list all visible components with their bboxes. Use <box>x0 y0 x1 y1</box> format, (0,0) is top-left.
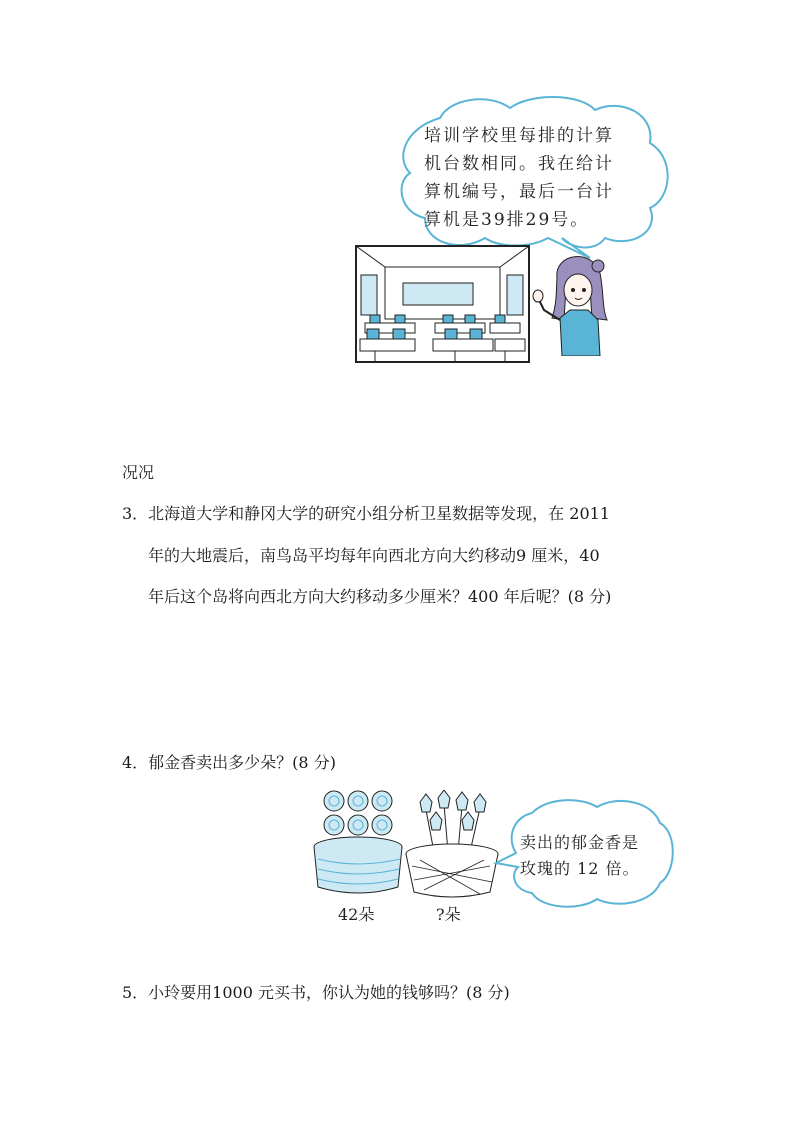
girl-illustration <box>532 248 617 356</box>
tulip-basket-illustration <box>404 790 500 898</box>
rose-basket-illustration <box>312 787 404 895</box>
speech-bubble-text <box>424 122 644 234</box>
tulip-count-label: ?朵 <box>436 905 461 924</box>
question-3-line-1: 3．北海道大学和静冈大学的研究小组分析卫星数据等发现，在 2011 <box>122 504 610 523</box>
bubble-line: 机台数相同。我在给计 <box>424 154 614 174</box>
speech-bubble-2-text <box>520 830 640 882</box>
question-3-line-2: 年的大地震后，南鸟岛平均每年向西北方向大约移动9 厘米，40 <box>148 546 600 565</box>
bubble-line: 算机是39排29号。 <box>424 210 590 230</box>
bubble-line: 玫瑰的 12 倍。 <box>520 859 640 878</box>
question-3-line-3: 年后这个岛将向西北方向大约移动多少厘米？400 年后呢？(8 分) <box>148 587 612 606</box>
bubble-line: 卖出的郁金香是 <box>520 833 640 852</box>
section-label: 况况 <box>122 463 155 482</box>
question-5-text: 5．小玲要用1000 元买书，你认为她的钱够吗？(8 分) <box>122 983 510 1002</box>
question-4-text: 4．郁金香卖出多少朵？(8 分) <box>122 753 336 772</box>
rose-count-label: 42朵 <box>338 905 375 924</box>
bubble-line: 培训学校里每排的计算 <box>424 126 614 146</box>
bubble-line: 算机编号，最后一台计 <box>424 182 614 202</box>
computer-classroom-illustration <box>355 245 530 363</box>
